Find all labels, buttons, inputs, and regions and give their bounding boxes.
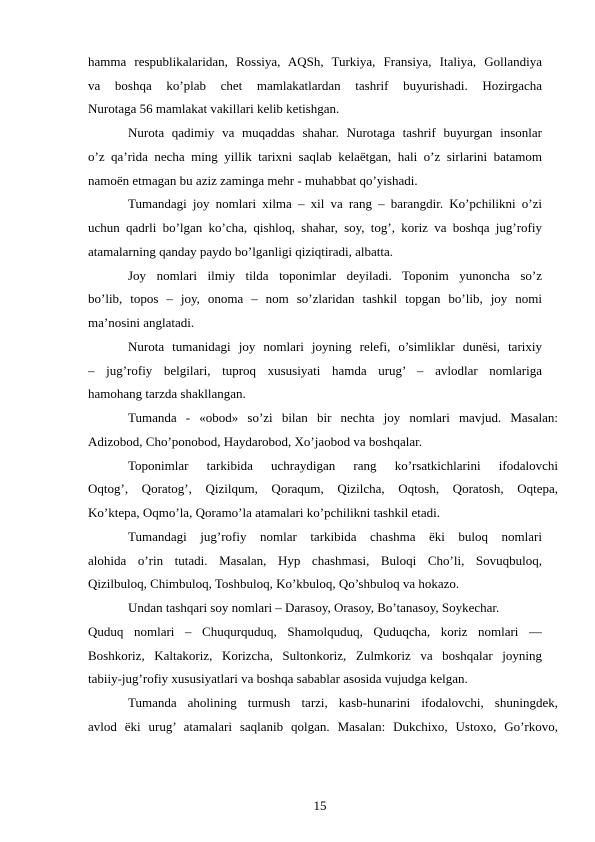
text-line: Undan tashqari soy nomlari – Darasoy, Orasoy, Bo’tanasoy, Soykechar. (128, 600, 500, 615)
text-line: Joy nomlari ilmiy tilda toponimlar deyiladi. Toponim yunoncha so’z (128, 268, 542, 283)
text-line: Nurota qadimiy va muqaddas shahar. Nurotaga tashrif buyurgan insonlar (128, 125, 542, 140)
text-line: Tumanda - «obod» so’zi bilan bir nechta joy nomlari mavjud. Masalan: (128, 410, 558, 425)
page-number: 15 (313, 798, 327, 813)
text-line: tabiiy-jug’rofiy xususiyatlari va boshqa sabablar asosida vujudga kelgan. (88, 671, 468, 686)
text-line: Oqtog’, Qoratog’, Qizilqum, Qoraqum, Qizilcha, Oqtosh, Qoratosh, Oqtepa, (88, 481, 558, 496)
text-line: hamohang tarzda shakllangan. (88, 386, 246, 401)
text-line: Tumandagi jug’rofiy nomlar tarkibida chashma ёki buloq nomlari (128, 529, 542, 544)
text-line: Qizilbuloq, Chimbuloq, Toshbuloq, Ko’kbuloq, Qo’shbuloq va hokazo. (88, 576, 460, 591)
text-line: Nurotaga 56 mamlakat vakillari kelib ketishgan. (88, 101, 340, 116)
text-line: Adizobod, Cho’ponobod, Haydarobod, Xo’jaobod va boshqalar. (88, 434, 422, 449)
text-line: Tumanda aholining turmush tarzi, kasb-hunarini ifodalovchi, shuningdek, (128, 695, 558, 710)
text-line: Toponimlar tarkibida uchraydigan rang ko’rsatkichlarini ifodalovchi (128, 458, 558, 473)
text-line: alohida o’rin tutadi. Masalan, Hyp chashmasi, Buloqi Cho’li, Sovuqbuloq, (88, 553, 542, 568)
text-line: Tumandagi joy nomlari xilma – xil va rang – barangdir. Ko’pchilikni o’zi (128, 196, 542, 211)
text-line: Ko’ktepa, Oqmo’la, Qoramo’la atamalari ko’pchilikni tashkil etadi. (88, 505, 440, 520)
text-line: bo’lib, topos – joy, onoma – nom so’zlaridan tashkil topgan bo’lib, joy nomi (88, 291, 542, 306)
text-line: uchun qadrli bo’lgan ko’cha, qishloq, shahar, soy, tog’, koriz va boshqa jug’rofiy (88, 220, 542, 235)
text-line: va boshqa ko’plab chet mamlakatlardan tashrif buyurishadi. Hozirgacha (88, 78, 542, 93)
text-line: ma’nosini anglatadi. (88, 315, 195, 330)
text-line: Quduq nomlari – Chuqurquduq, Shamolquduq, Quduqcha, koriz nomlari — (88, 624, 542, 639)
text-line: namoёn etmagan bu aziz zaminga mehr - muhabbat qo’yishadi. (88, 173, 418, 188)
text-line: Nurota tumanidagi joy nomlari joyning relefi, o’simliklar dunёsi, tarixiy (128, 339, 542, 354)
text-line: atamalarning qanday paydo bo’lganligi qiziqtiradi, albatta. (88, 244, 394, 259)
text-line: – jug’rofiy belgilari, tuproq xususiyati hamda urug’ – avlodlar nomlariga (88, 363, 542, 378)
text-line: avlod ёki urug’ atamalari saqlanib qolgan. Masalan: Dukchixo, Ustoxo, Go’rkovo, (88, 719, 558, 734)
text-line: Boshkoriz, Kaltakoriz, Korizcha, Sultonkoriz, Zulmkoriz va boshqalar joyning (88, 648, 542, 663)
text-line: o’z qa’rida necha ming yillik tarixni saqlab kelaёtgan, hali o’z sirlarini batamom (88, 149, 542, 164)
text-line: hamma respublikalaridan, Rossiya, AQSh, Turkiya, Fransiya, Italiya, Gollandiya (88, 54, 542, 69)
